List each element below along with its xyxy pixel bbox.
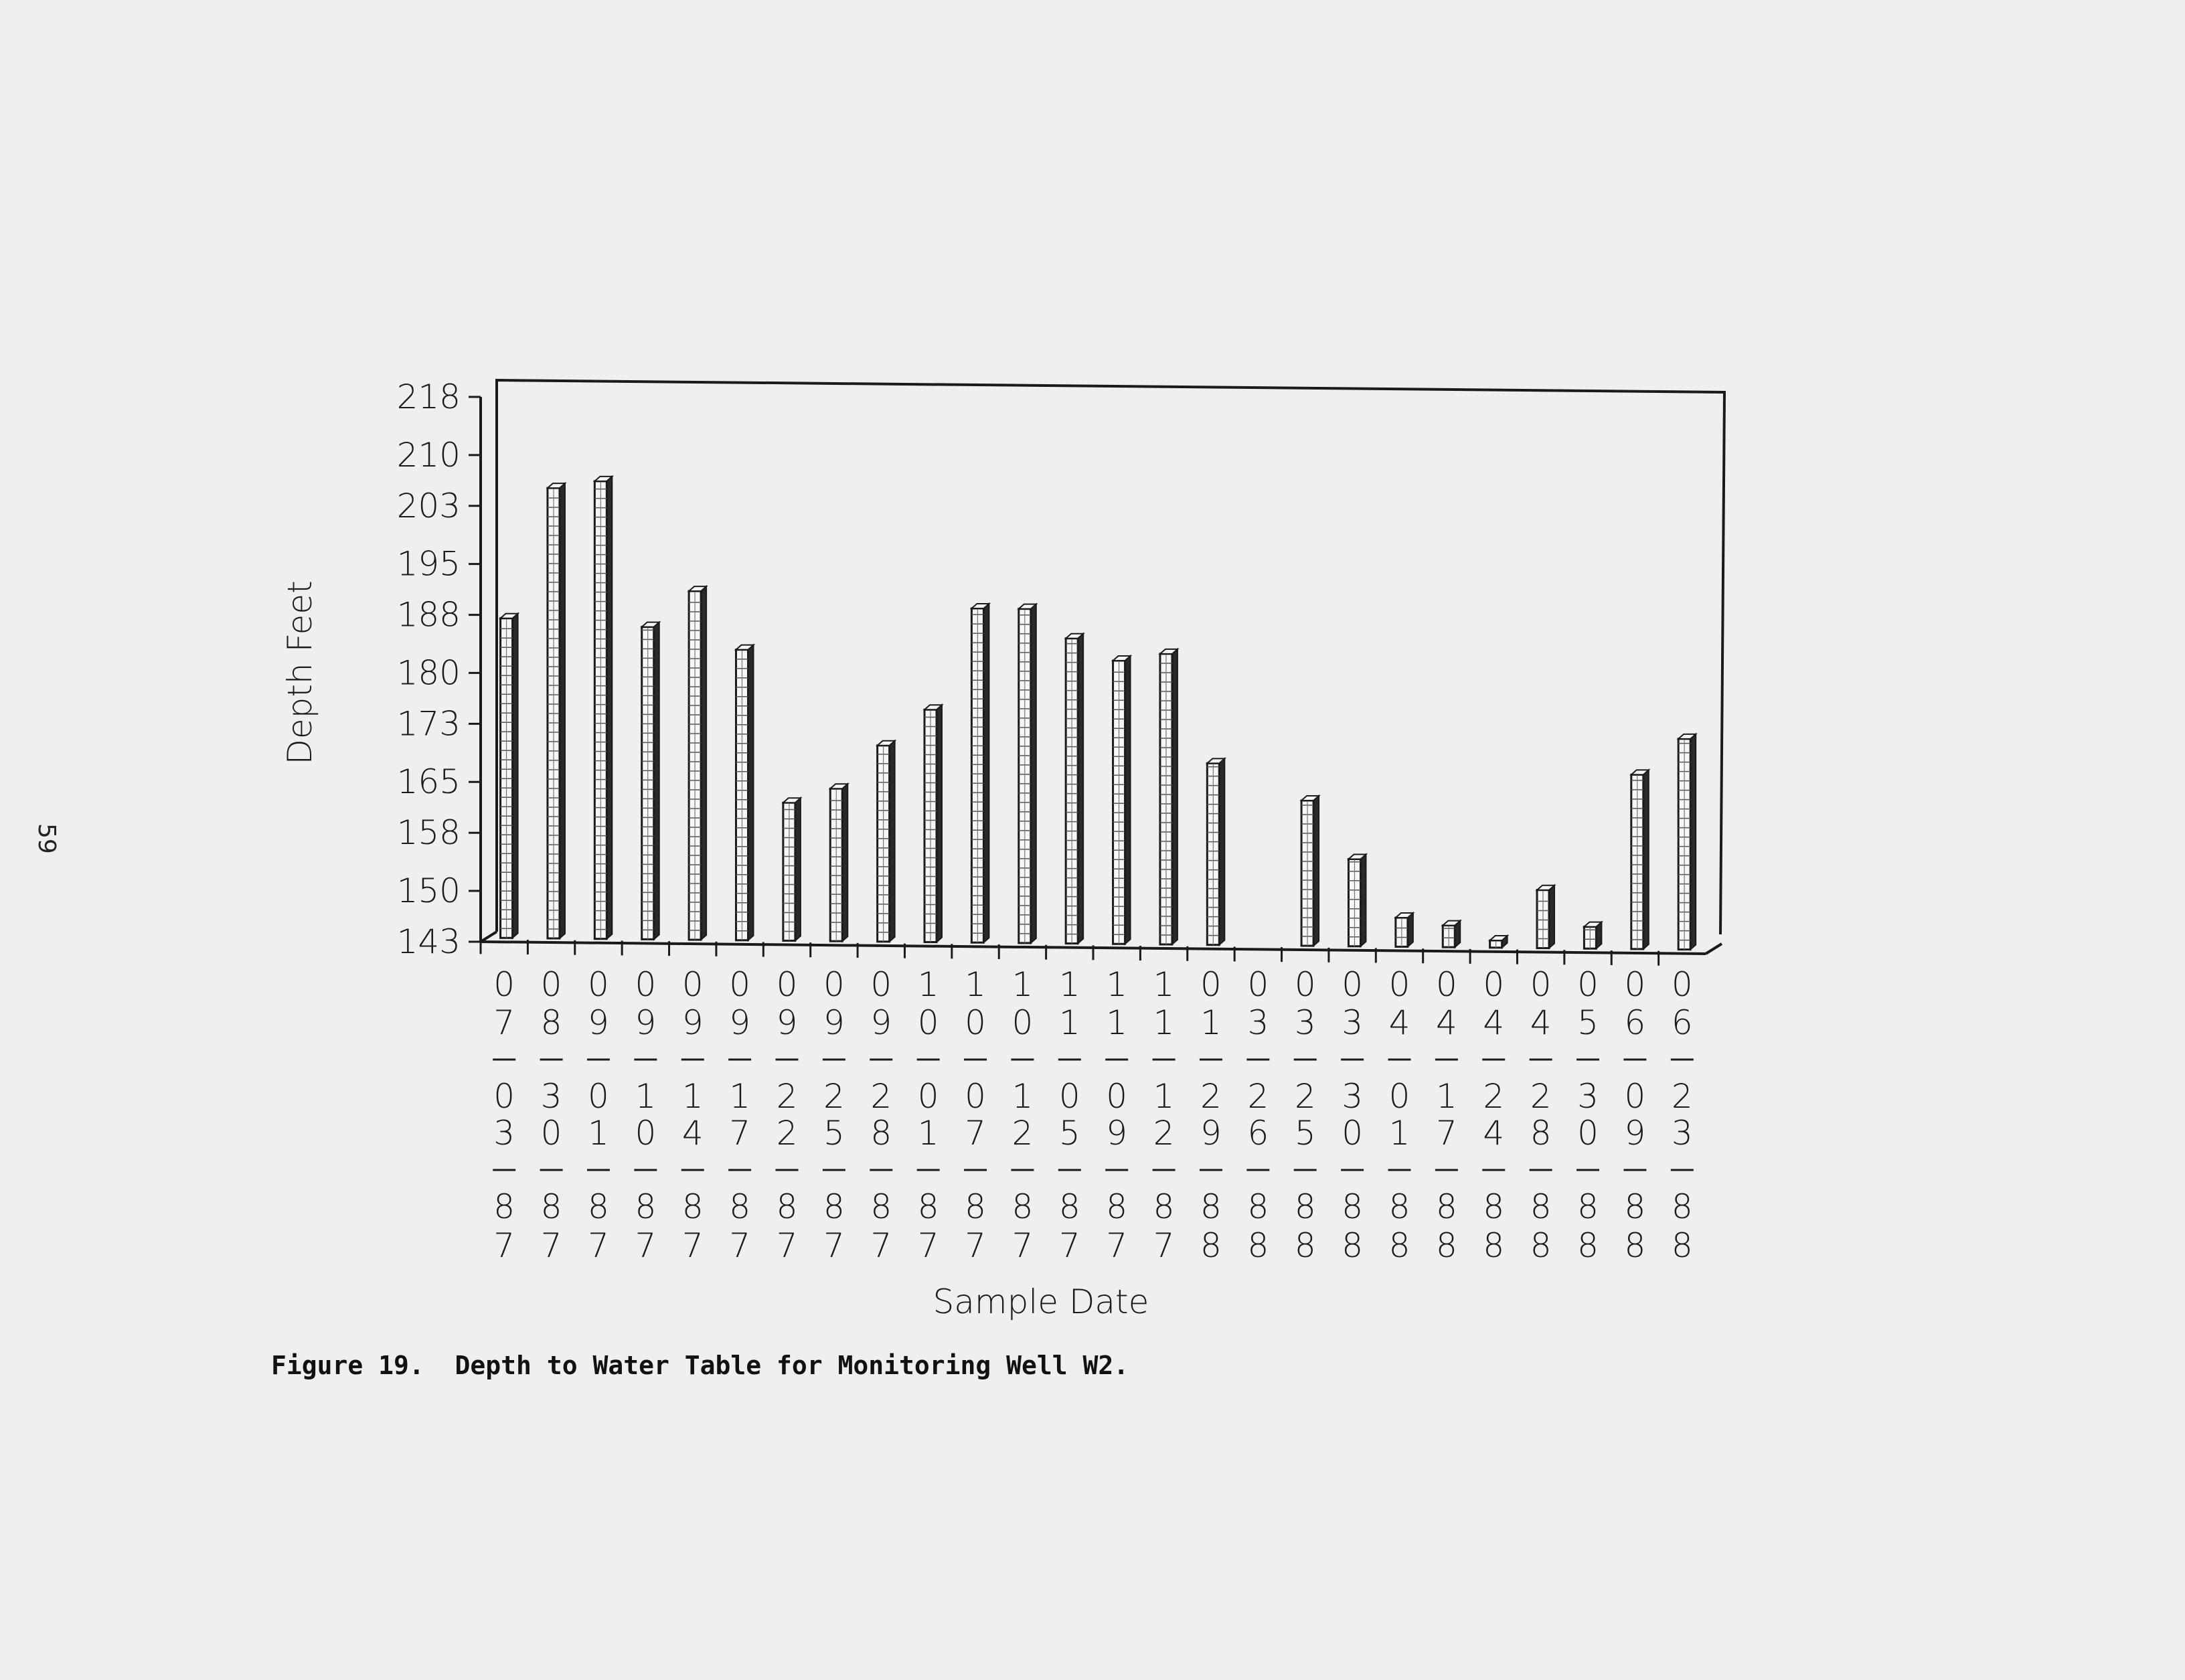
x-tick-label-char: 0 (635, 1114, 657, 1153)
x-tick-label-char: 4 (1388, 1003, 1410, 1042)
floor-right-edge (1706, 944, 1722, 954)
x-tick-label-char: 0 (1011, 1003, 1034, 1042)
x-tick-label-char: 0 (1342, 1114, 1364, 1153)
x-tick-label-char: 0 (917, 1077, 939, 1116)
x-tick-label-char: 8 (870, 1187, 892, 1226)
x-tick-label-char: 0 (681, 965, 704, 1004)
x-tick-label-char: 8 (1530, 1226, 1552, 1265)
x-tick-label-char: 0 (776, 965, 798, 1004)
x-tick-label-char: 7 (1106, 1226, 1128, 1265)
x-tick-label-char: 8 (1153, 1187, 1175, 1226)
x-tick-label-char: 7 (965, 1226, 986, 1265)
x-tick-label-char: 0 (1624, 965, 1646, 1004)
x-tick-label-char: 1 (1011, 1077, 1034, 1116)
x-tick-label-char: 0 (588, 1077, 609, 1116)
x-tick-label-char: 0 (1342, 965, 1364, 1004)
x-tick-label-char: 1 (1388, 1114, 1410, 1153)
x-tick-label-char: 7 (729, 1114, 751, 1153)
x-tick-label-char: 8 (1577, 1226, 1599, 1265)
x-tick-label-char: 8 (1483, 1187, 1505, 1226)
page-number: 59 (33, 823, 60, 854)
x-tick-label-char: 1 (917, 1114, 939, 1153)
x-tick-label-char: 7 (823, 1226, 845, 1265)
x-tick-label-char: 9 (588, 1003, 609, 1042)
x-tick-label-char: 8 (1200, 1226, 1222, 1265)
x-tick-label-char: 1 (1200, 1003, 1222, 1042)
x-tick-label-char: 1 (1153, 965, 1175, 1004)
y-axis (397, 377, 481, 961)
x-tick-label-char: 5 (823, 1114, 845, 1153)
bar (1443, 921, 1460, 948)
bar (548, 483, 565, 938)
bar (642, 622, 659, 940)
x-tick-label-char: 8 (1247, 1226, 1269, 1265)
x-tick-label-char: 9 (870, 1003, 892, 1042)
x-tick-label-char: 7 (917, 1226, 939, 1265)
bar (924, 705, 942, 942)
floor-left-edge (481, 932, 497, 942)
x-tick-label-char: 9 (635, 1003, 657, 1042)
x-tick-label-char: 3 (1671, 1114, 1693, 1153)
x-tick-label-char: 0 (729, 965, 751, 1004)
caption-label: Figure 19. (271, 1351, 424, 1380)
x-tick-label-char: 1 (681, 1077, 704, 1116)
y-tick-label: 165 (396, 762, 461, 802)
y-tick-label: 150 (396, 871, 461, 911)
bar (1019, 604, 1036, 943)
x-tick-label-char: 0 (588, 965, 609, 1004)
x-tick-label-char: 0 (1106, 1077, 1128, 1116)
x-tick-label-char: 3 (1342, 1003, 1364, 1042)
x-tick-label-char: 0 (635, 965, 657, 1004)
x-tick-label-char: 5 (1577, 1003, 1599, 1042)
x-tick-label-char: 8 (1435, 1226, 1457, 1265)
x-tick-label-char: 1 (1153, 1077, 1175, 1116)
x-tick-label-char: 0 (1294, 965, 1316, 1004)
x-tick-label-char: 2 (1153, 1114, 1175, 1153)
x-tick-label-char: 0 (540, 965, 562, 1004)
x-tick-label-char: 7 (1011, 1226, 1034, 1265)
x-tick-label-char: 0 (1388, 1077, 1410, 1116)
y-tick-label: 173 (396, 704, 461, 744)
y-tick-label: 203 (396, 486, 461, 525)
x-tick-label-char: 3 (1342, 1077, 1364, 1116)
x-axis-title: Sample Date (933, 1282, 1149, 1321)
x-tick-label-char: 2 (1671, 1077, 1693, 1116)
x-tick-label-char: 3 (1294, 1003, 1316, 1042)
bar (878, 741, 895, 942)
x-tick-label-char: 8 (1530, 1187, 1552, 1226)
figure-caption (271, 1351, 1129, 1380)
x-tick-label-char: 0 (540, 1114, 562, 1153)
x-tick-label-char: 4 (681, 1114, 704, 1153)
x-tick-label-char: 8 (776, 1187, 798, 1226)
x-tick-label-char: 8 (1624, 1226, 1646, 1265)
x-tick-label-char: 8 (1624, 1187, 1646, 1226)
bar (689, 586, 706, 940)
x-tick-label-char: 7 (965, 1114, 986, 1153)
x-tick-label-char: 2 (823, 1077, 845, 1116)
x-tick-label-char: 4 (1435, 1003, 1457, 1042)
bar (1113, 656, 1131, 944)
x-tick-label-char: 8 (588, 1187, 609, 1226)
x-tick-label-char: 8 (1247, 1187, 1269, 1226)
x-tick-label-char: 8 (1671, 1187, 1693, 1226)
x-tick-label-char: 1 (1106, 965, 1128, 1004)
x-tick-label-char: 0 (1577, 1114, 1599, 1153)
x-tick-label-char: 2 (1530, 1077, 1552, 1116)
x-tick-label-char: 0 (493, 1077, 515, 1116)
x-tick-label-char: 0 (917, 1003, 939, 1042)
x-tick-label-char: 1 (1058, 1003, 1080, 1042)
x-tick-label-char: 0 (965, 1003, 986, 1042)
bar (1207, 758, 1224, 944)
x-tick-label-char: 8 (540, 1187, 562, 1226)
x-tick-label-char: 8 (635, 1187, 657, 1226)
x-tick-label-char: 8 (1011, 1187, 1034, 1226)
x-tick-label-char: 2 (1483, 1077, 1505, 1116)
x-tick-label-char: 3 (493, 1114, 515, 1153)
bar (1396, 913, 1413, 946)
x-tick-label-char: 1 (635, 1077, 657, 1116)
y-tick-label: 143 (396, 922, 461, 961)
x-tick-label-char: 7 (729, 1226, 751, 1265)
x-tick-label-char: 0 (1247, 965, 1269, 1004)
x-tick-label-char: 9 (1624, 1114, 1646, 1153)
bar (736, 645, 753, 940)
y-tick-label: 218 (396, 377, 461, 416)
x-tick-label-char: 8 (1294, 1187, 1316, 1226)
x-tick-label-char: 5 (1294, 1114, 1316, 1153)
y-tick-label: 180 (396, 653, 461, 693)
x-tick-label-char: 9 (1200, 1114, 1222, 1153)
x-tick-label-char: 8 (1388, 1226, 1410, 1265)
x-tick-label-char: 2 (1200, 1077, 1222, 1116)
x-tick-label-char: 2 (1294, 1077, 1316, 1116)
x-tick-label-char: 8 (1106, 1187, 1128, 1226)
x-tick-label-char: 1 (1011, 965, 1034, 1004)
x-tick-label-char: 7 (540, 1226, 562, 1265)
x-tick-label-char: 2 (776, 1077, 798, 1116)
x-tick-label-char: 1 (588, 1114, 609, 1153)
y-tick-label: 210 (396, 435, 461, 475)
x-tick-label-char: 0 (1624, 1077, 1646, 1116)
x-tick-label-char: 8 (540, 1003, 562, 1042)
x-tick-label-char: 9 (729, 1003, 751, 1042)
x-tick-label-char: 8 (965, 1187, 986, 1226)
x-tick-label-char: 8 (1435, 1187, 1457, 1226)
y-axis-title: Depth Feet (280, 580, 319, 765)
x-tick-label-char: 7 (776, 1226, 798, 1265)
x-tick-label-char: 0 (1435, 965, 1457, 1004)
x-tick-label-char: 6 (1624, 1003, 1646, 1042)
x-tick-label-char: 8 (1294, 1226, 1316, 1265)
x-tick-label-char: 8 (729, 1187, 751, 1226)
x-tick-label-char: 0 (1530, 965, 1552, 1004)
x-tick-label-char: 1 (1058, 965, 1080, 1004)
x-tick-label-char: 8 (917, 1187, 939, 1226)
x-tick-label-char: 0 (823, 965, 845, 1004)
x-tick-label-char: 5 (1058, 1114, 1080, 1153)
x-tick-label-char: 8 (1671, 1226, 1693, 1265)
x-tick-label-char: 4 (1483, 1114, 1505, 1153)
bar (1584, 922, 1601, 949)
x-tick-label-char: 9 (681, 1003, 704, 1042)
x-tick-label-char: 1 (965, 965, 986, 1004)
x-tick-label-char: 7 (681, 1226, 704, 1265)
x-tick-label-char: 6 (1247, 1114, 1269, 1153)
bar (1301, 796, 1319, 946)
x-tick-label-char: 2 (776, 1114, 798, 1153)
x-tick-label-char: 8 (1388, 1187, 1410, 1226)
x-tick-label-char: 7 (1435, 1114, 1457, 1153)
x-tick-label-char: 1 (1435, 1077, 1457, 1116)
x-tick-label-char: 2 (870, 1077, 892, 1116)
bar (1160, 649, 1178, 944)
x-tick-label-char: 0 (1483, 965, 1505, 1004)
x-tick-label-char: 7 (1153, 1226, 1175, 1265)
x-tick-label-char: 1 (1153, 1003, 1175, 1042)
x-tick-label-char: 3 (1247, 1003, 1269, 1042)
x-tick-label-char: 8 (1483, 1226, 1505, 1265)
x-tick-label-char: 7 (870, 1226, 892, 1265)
y-tick-label: 188 (396, 595, 461, 635)
bar (1490, 936, 1508, 948)
x-tick-label-char: 8 (823, 1187, 845, 1226)
plot-frame (481, 380, 1724, 954)
bar (1631, 770, 1649, 948)
x-tick-label-char: 0 (1577, 965, 1599, 1004)
bar (971, 604, 989, 942)
x-axis (481, 939, 1694, 1265)
x-tick-label-char: 9 (1106, 1114, 1128, 1153)
x-tick-label-char: 0 (870, 965, 892, 1004)
x-tick-label-char: 2 (1011, 1114, 1034, 1153)
x-tick-label-char: 7 (493, 1226, 515, 1265)
bar (783, 798, 801, 940)
x-tick-label-char: 2 (1247, 1077, 1269, 1116)
x-tick-label-char: 0 (1388, 965, 1410, 1004)
x-tick-label-char: 3 (540, 1077, 562, 1116)
x-tick-label-char: 0 (1200, 965, 1222, 1004)
x-tick-label-char: 9 (776, 1003, 798, 1042)
x-tick-label-char: 8 (1200, 1187, 1222, 1226)
x-tick-label-char: 1 (917, 965, 939, 1004)
bar (1066, 634, 1083, 944)
x-tick-label-char: 3 (1577, 1077, 1599, 1116)
x-tick-label-char: 8 (1530, 1114, 1552, 1153)
x-tick-label-char: 0 (965, 1077, 986, 1116)
x-tick-label-char: 0 (1058, 1077, 1080, 1116)
bar (594, 477, 612, 939)
y-tick-label: 158 (396, 813, 461, 853)
x-tick-label-char: 6 (1671, 1003, 1693, 1042)
x-tick-label-char: 1 (729, 1077, 751, 1116)
bar (830, 784, 847, 941)
x-tick-label-char: 8 (681, 1187, 704, 1226)
x-tick-label-char: 4 (1483, 1003, 1505, 1042)
bars (501, 477, 1696, 950)
x-tick-label-char: 8 (870, 1114, 892, 1153)
x-tick-label-char: 7 (1058, 1226, 1080, 1265)
x-tick-label-char: 7 (588, 1226, 609, 1265)
x-tick-label-char: 8 (1342, 1187, 1364, 1226)
x-tick-label-char: 8 (1577, 1187, 1599, 1226)
bar (1678, 734, 1696, 950)
back-wall (497, 380, 1724, 934)
caption-text: Depth to Water Table for Monitoring Well W2. (455, 1351, 1129, 1380)
x-tick-label-char: 4 (1530, 1003, 1552, 1042)
x-tick-label-char: 0 (1671, 965, 1693, 1004)
x-tick-label-char: 7 (493, 1003, 515, 1042)
x-tick-label-char: 7 (635, 1226, 657, 1265)
x-tick-label-char: 9 (823, 1003, 845, 1042)
y-tick-label: 195 (396, 544, 461, 584)
x-tick-label-char: 8 (493, 1187, 515, 1226)
x-tick-label-char: 1 (1106, 1003, 1128, 1042)
x-tick-label-char: 8 (1342, 1226, 1364, 1265)
bar (501, 614, 518, 938)
bar (1348, 855, 1366, 946)
bar (1537, 886, 1554, 948)
x-tick-label-char: 0 (493, 965, 515, 1004)
x-tick-label-char: 8 (1058, 1187, 1080, 1226)
